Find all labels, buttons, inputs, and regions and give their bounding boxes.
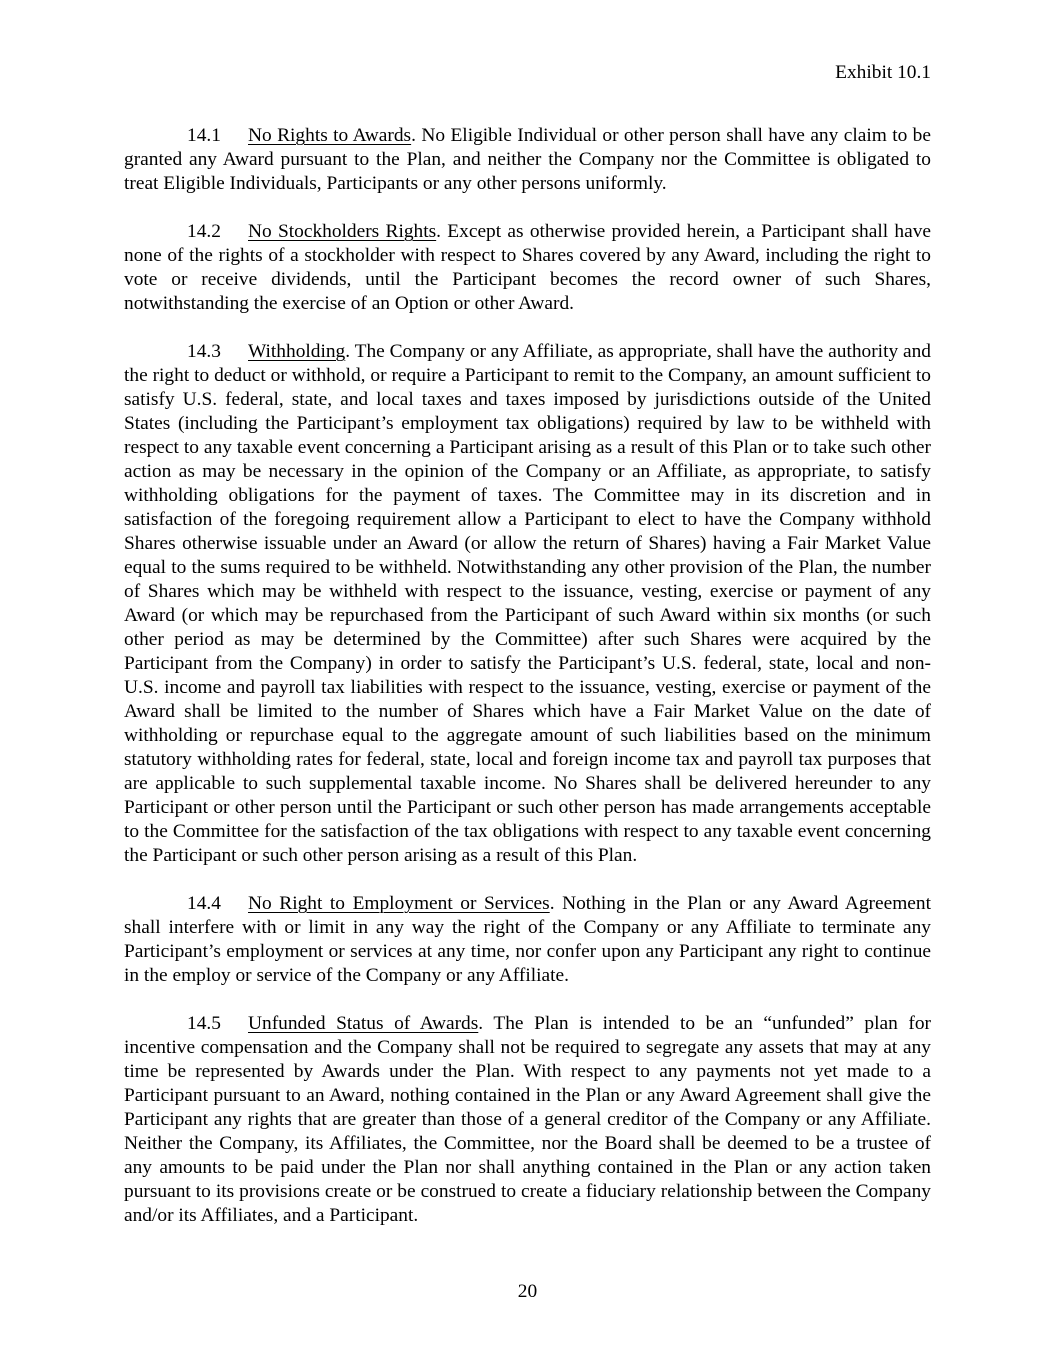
section-heading: No Right to Employment or Services: [248, 893, 550, 914]
page-number: 20: [517, 1281, 538, 1302]
document-page: [124, 0, 931, 1365]
section-body: . The Plan is intended to be an “unfunded” plan for incentive compensation and the Company shall not be required to segregate any assets that may at any time be represented by Awards under the Plan. With respect to any payments not yet made to a Participant pursuant to an Award, nothing contained in the Plan or any Award Agreement shall give the Participant any rights that are greater than those of a general creditor of the Company or any Affiliate. Neither the Company, its Affiliates, the Committee, nor the Board shall be deemed to be a trustee of any amounts to be paid under the Plan nor shall anything contained in the Plan or any action taken pursuant to its provisions create or be construed to create a fiduciary relationship between the Company and/or its Affiliates, and a Participant.: [124, 1013, 931, 1226]
section-heading: Withholding: [248, 341, 346, 362]
section-14-5: [124, 1012, 931, 1228]
section-14-2: [124, 220, 931, 316]
exhibit-label: Exhibit 10.1: [835, 62, 931, 83]
section-body: . Except as otherwise provided herein, a Participant shall have none of the rights of a stockholder with respect to Shares covered by any Award, including the right to vote or receive dividends, until the Participant becomes the record owner of such Shares, notwithstanding the exercise of an Option or other Award.: [124, 221, 931, 314]
section-heading: Unfunded Status of Awards: [248, 1013, 479, 1034]
section-number: 14.5: [187, 1013, 221, 1034]
sections: [124, 124, 931, 1252]
section-body: . No Eligible Individual or other person shall have any claim to be granted any Award pursuant to the Plan, and neither the Company nor the Committee is obligated to treat Eligible Individuals, Participants or any other persons uniformly.: [124, 125, 931, 194]
section-number: 14.1: [187, 125, 221, 146]
section-14-3: [124, 340, 931, 868]
section-heading: No Stockholders Rights: [248, 221, 437, 242]
section-number: 14.2: [187, 221, 221, 242]
section-body: . Nothing in the Plan or any Award Agreement shall interfere with or limit in any way the right of the Company or any Affiliate to terminate any Participant’s employment or services at any time, nor confer upon any Participant any right to continue in the employ or service of the Company or any Affiliate.: [124, 893, 931, 986]
section-heading: No Rights to Awards: [248, 125, 412, 146]
section-14-1: [124, 124, 931, 196]
section-body: . The Company or any Affiliate, as appropriate, shall have the authority and the right to deduct or withhold, or require a Participant to remit to the Company, an amount sufficient to satisfy U.S. federal, state, and local taxes and taxes imposed by jurisdictions outside of the United States (including the Participant’s employment tax obligations) required by law to be withheld with respect to any taxable event concerning a Participant arising as a result of this Plan or to take such other action as may be necessary in the opinion of the Company or an Affiliate, as appropriate, to satisfy withholding obligations for the payment of taxes. The Committee may in its discretion and in satisfaction of the foregoing requirement allow a Participant to elect to have the Company withhold Shares otherwise issuable under an Award (or allow the return of Shares) having a Fair Market Value equal to the sums required to be withheld. Notwithstanding any other provision of the Plan, the number of Shares which may be withheld with respect to the issuance, vesting, exercise or payment of any Award (or which may be repurchased from the Participant of such Award within six months (or such other period as may be determined by the Committee) after such Shares were acquired by the Participant from the Company) in order to satisfy the Participant’s U.S. federal, state, local and non-U.S. income and payroll tax liabilities with respect to the issuance, vesting, exercise or payment of the Award shall be limited to the number of Shares which have a Fair Market Value on the date of withholding or repurchase equal to the aggregate amount of such liabilities based on the minimum statutory withholding rates for federal, state, local and foreign income tax and payroll tax purposes that are applicable to such supplemental taxable income. No Shares shall be delivered hereunder to any Participant or other person until the Participant or such other person has made arrangements acceptable to the Committee for the satisfaction of the tax obligations with respect to any taxable event concerning the Participant or such other person arising as a result of this Plan.: [124, 341, 931, 866]
section-number: 14.4: [187, 893, 221, 914]
section-number: 14.3: [187, 341, 221, 362]
section-14-4: [124, 892, 931, 988]
